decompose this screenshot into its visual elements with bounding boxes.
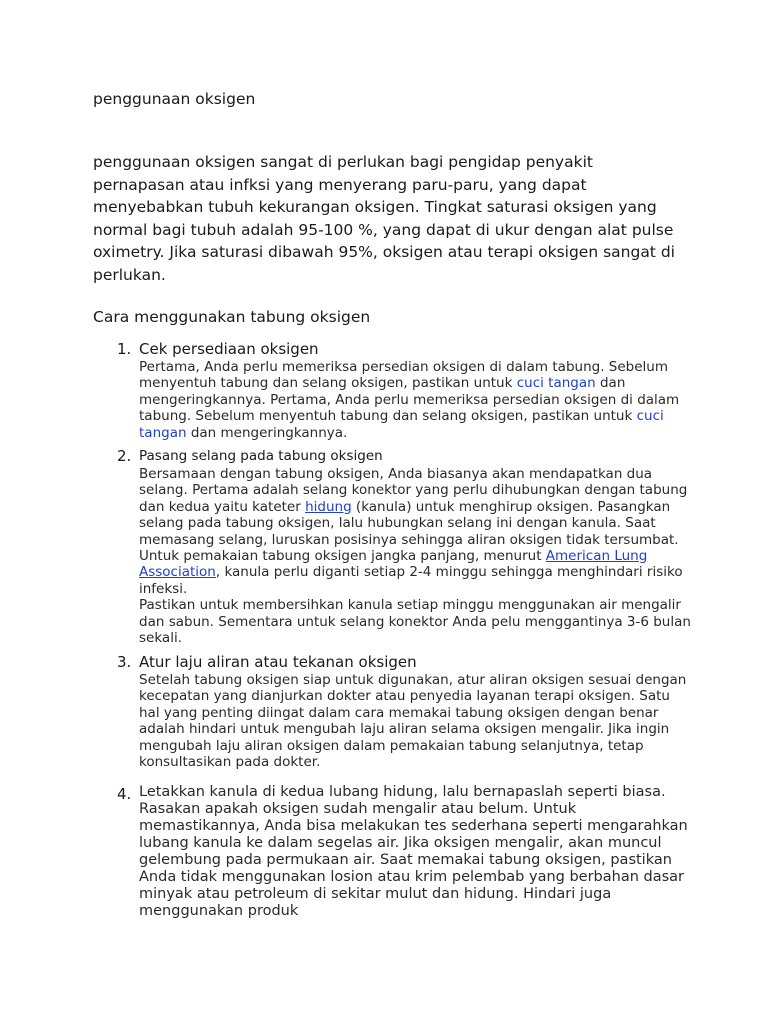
list-number: 4. [117,785,132,803]
document-title: penggunaan oksigen [93,90,256,108]
list-item-2 [93,446,693,646]
item-title: Pasang selang pada tabung oksigen [139,448,383,464]
list-number: 1. [117,340,132,358]
list-item-1 [93,339,693,441]
item-title: Atur laju aliran atau tekanan oksigen [139,653,417,671]
item-body-2: Pastikan untuk membersihkan kanula setiap minggu menggunakan air mengalir dan sabun. Sementara untuk selang konektor Anda pelu menggantinya 3-6 bulan sekali. [139,597,691,647]
list-number: 2. [117,447,132,465]
cuci-tangan-link[interactable]: cuci tangan [516,375,596,392]
item-title: Cek persediaan oksigen [139,340,319,358]
intro-paragraph: penggunaan oksigen sangat di perlukan bagi pengidap penyakit pernapasan atau infksi yang menyerang paru-paru, yang dapat menyebabkan tubuh kekurangan oksigen. Tingkat saturasi oksigen yang normal bagi tubuh adalah 95-100 %, yang dapat di ukur dengan alat pulse oximetry. Jika saturasi dibawah 95%, oksigen atau terapi oksigen sangat di perlukan. [93,153,675,284]
hidung-link[interactable]: hidung [305,498,352,515]
list-number: 3. [117,653,132,671]
list-item-4 [93,784,693,920]
section-title: Cara menggunakan tabung oksigen [93,308,371,326]
item-body: Pertama, Anda perlu memeriksa persedian oksigen di dalam tabung. Sebelum menyentuh tabung dan selang oksigen, pastikan untuk cuci tangan dan mengeringkannya. Pertama, Anda perlu memeriksa persedian oksigen di dalam tabung. Sebelum menyentuh tabung dan selang oksigen, pastikan untuk cuci tangan dan mengeringkannya. [139,359,680,441]
item-body: Setelah tabung oksigen siap untuk digunakan, atur aliran oksigen sesuai dengan kecepatan yang dianjurkan dokter atau penyedia layanan terapi oksigen. Satu hal yang penting diingat dalam cara memakai tabung oksigen dengan benar adalah hindari untuk mengubah laju aliran selama oksigen mengalir. Jika ingin mengubah laju aliran oksigen dalam pemakaian tabung selanjutnya, tetap konsultasikan pada dokter. [139,672,687,771]
american-lung-association-link[interactable]: American Lung Association [139,548,648,581]
cuci-tangan-link[interactable]: cuci tangan [139,408,664,441]
item-body: Bersamaan dengan tabung oksigen, Anda biasanya akan mendapatkan dua selang. Pertama adalah selang konektor yang perlu dihubungkan dengan tabung dan kedua yaitu kateter hidung (kanula) untuk menghirup oksigen. Pasangkan selang pada tabung oksigen, lalu hubungkan selang ini dengan kanula. Saat memasang selang, luruskan posisinya sehingga aliran oksigen tidak tersumbat. Untuk pemakaian tabung oksigen jangka panjang, menurut American Lung Association, kanula perlu diganti setiap 2-4 minggu sehingga menghindari risiko infeksi. [139,466,688,597]
item-body: Letakkan kanula di kedua lubang hidung, lalu bernapaslah seperti biasa. Rasakan apakah oksigen sudah mengalir atau belum. Untuk memastikannya, Anda bisa melakukan tes sederhana seperti mengarahkan lubang kanula ke dalam segelas air. Jika oksigen mengalir, akan muncul gelembung pada permukaan air. Saat memakai tabung oksigen, pastikan Anda tidak menggunakan losion atau krim pelembab yang berbahan dasar minyak atau petroleum di sekitar mulut dan hidung. Hindari juga menggunakan produk [139,784,688,919]
list-item-3 [93,652,693,770]
